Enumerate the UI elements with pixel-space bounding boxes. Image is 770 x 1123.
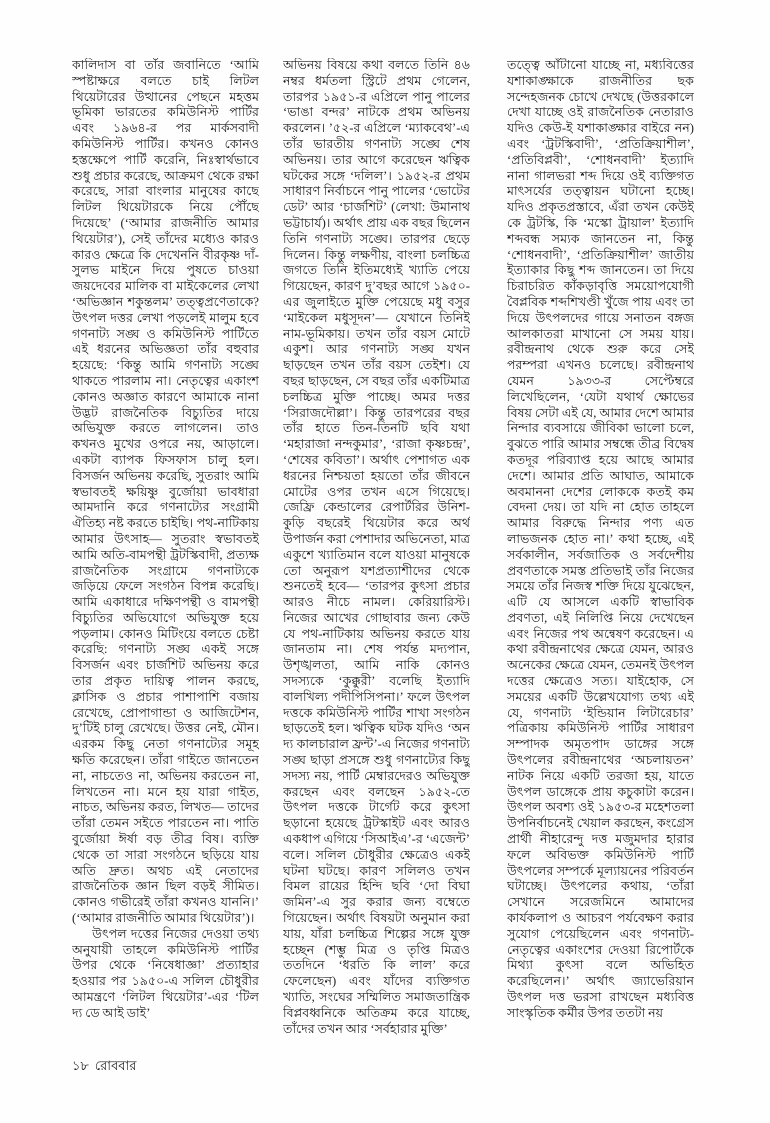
text-column-3 [507, 58, 694, 1052]
page-footer [72, 1058, 136, 1074]
page-number: ১৮ [72, 1058, 89, 1073]
article-body [72, 58, 694, 1052]
text-column-1 [72, 58, 259, 1052]
paragraph: অভিনয় বিষয়ে কথা বলতে তিনি ৪৬ নম্বর ধর্মতলা স্ট্রিটে প্রথম গেলেন, তারপর ১৯৫১-র এপ্রিলে পানু পালের ‘ভাঙা বন্দর’ নাটকে প্রথম অভিনয় করলেন। ’৫২-র এপ্রিলে ‘ম্যাকবেথ’-এ তাঁর ভারতীয় গণনাট্য সঙ্ঘে শেষ অভিনয়। তার আগে করেছেন ঋত্বিক ঘটকের সঙ্গে ‘দলিল’। ১৯৫২-র প্রথম সাধারণ নির্বাচনে পানু পালের ‘ভোটের ডেট’ আর ‘চার্জশিট’ (লেখা: উমানাথ ভট্টাচার্য)। অর্থাৎ প্রায় এক বছর ছিলেন তিনি গণনাট্য সঙ্ঘে। তারপর ছেড়ে দিলেন। কিন্তু লক্ষণীয়, বাংলা চলচ্চিত্র জগতে তিনি ইতিমধ্যেই খ্যাতি পেয়ে গিয়েছেন, কারণ দু’বছর আগে ১৯৫০-এর জুলাইতে মুক্তি পেয়েছে মধু বসুর ‘মাইকেল মধুসূদন’— যেখানে তিনিই নাম-ভূমিকায়। তখন তাঁর বয়স মোটে একুশ। আর গণনাট্য সঙ্ঘ যখন ছাড়ছেন তখন তাঁর বয়স তেইশ। যে বছর ছাড়ছেন, সে বছর তাঁর একটিমাত্র চলচ্চিত্র মুক্তি পাচ্ছে। অমর দত্তর ‘সিরাজদৌল্লা’। কিন্তু তারপরের বছর তাঁর হাতে তিন-তিনটি ছবি যথা ‘মহারাজা নন্দকুমার’, ‘রাজা কৃষ্ণচন্দ্র’, ‘শেষের কবিতা’। অর্থাৎ পেশাগত এক ধরনের নিশ্চয়তা হয়তো তাঁর জীবনে মোটের ওপর তখন এসে গিয়েছে। জেফ্রি কেন্ডালের রেপার্টরির উনিশ-কুড়ি বছরেই থিয়েটার করে অর্থ উপার্জন করা পেশাদার অভিনেতা, মাত্র একুশে খ্যাতিমান বলে যাওয়া মানুষকে তো অনুরূপ যশপ্রত্যাশীদের থেকে শুনতেই হবে— ‘তারপর কুৎসা প্রচার আরও নীচে নামল। কেরিয়ারিস্ট। নিজের আখের গোছাবার জন্য কেউ যে পথ-নাটিকায় অভিনয় করতে যায় জানতাম না। শেষ পর্যন্ত মদ্যপান, উশৃঙ্খলতা, আমি নাকি কোনও সদস্যকে ‘কুক্কুরী’ বলেছি ইত্যাদি বালখিল্য পদীপিসিপনা।’ ফলে উৎপল দত্তকে কমিউনিস্ট পার্টির শাখা সংগঠন ছাড়তেই হল। ঋত্বিক ঘটক যদিও ‘অন দ্য কালচারাল ফ্রন্ট’-এ নিজের গণনাট্য সঙ্ঘ ছাড়া প্রসঙ্গে শুধু গণনাট্যের কিছু সদস্য নয়, পার্টি মেম্বারদেরও অভিযুক্ত করছেন এবং বলছেন ১৯৫২-তে উৎপল দত্তকে টার্গেট করে কুৎসা ছড়ানো হয়েছে ট্রটস্কাইট এবং আরও একধাপ এগিয়ে ‘সিআইএ’-র ‘এজেন্ট’ বলে। সলিল চৌধুরীর ক্ষেত্রেও একই ঘটনা ঘটছে। কারণ সলিলও তখন বিমল রায়ের হিন্দি ছবি ‘দো বিঘা জমিন’-এ সুর করার জন্য বম্বেতে গিয়েছেন। অর্থাৎ বিষয়টা অনুমান করা যায়, যাঁরা চলচ্চিত্র শিল্পের সঙ্গে যুক্ত হচ্ছেন (শম্ভু মিত্র ও তৃপ্তি মিত্রও ততদিনে ‘ধরতি কি লাল’ করে ফেলেছেন) এবং যাঁদের ব্যক্তিগত খ্যাতি, সংঘের সম্মিলিত সমাজতান্ত্রিক বিপ্লবধ্বনিকে অতিক্রম করে যাচ্ছে, তাঁদের তখন আর ‘সর্বহারার মুক্তি’ [283, 58, 470, 1036]
magazine-title: রোববার [94, 1058, 137, 1073]
paragraph: কালিদাস বা তাঁর জবানিতে ‘আমি স্পষ্টাক্ষরে বলতে চাই লিটল থিয়েটারের উত্থানের পেছনে মহত্তম ভূমিকা ভারতের কমিউনিস্ট পার্টির এবং ১৯৬৪-র পর মার্কসবাদী কমিউনিস্ট পার্টির। কখনও কোনও হস্তক্ষেপে পার্টি করেনি, নিঃস্বার্থভাবে শুধু প্রচার করেছে, আক্রমণ থেকে রক্ষা করেছে, সারা বাংলার মানুষের কাছে লিটল থিয়েটারকে নিয়ে পৌঁছে দিয়েছে’ (‘আমার রাজনীতি আমার থিয়েটার’), সেই তাঁদের মধ্যেও কারও কারও ক্ষেত্রে কি দেখেননি বীরকৃষ্ণ দাঁ-সুলভ মাইনে দিয়ে পুষতে চাওয়া জয়দেবের মালিক বা মাইকেলের লেখা ‘অভিজ্ঞান শকুন্তলম’ তত্ত্বপ্রণেতাকে? উৎপল দত্তর লেখা পড়লেই মালুম হবে গণনাট্য সঙ্ঘ ও কমিউনিস্ট পার্টিতে এই ধরনের অভিজ্ঞতা তাঁর বহুবার হয়েছে: ‘কিন্তু আমি গণনাট্য সঙ্ঘে থাকতে পারলাম না। নেতৃত্বের একাংশ কোনও অজ্ঞাত কারণে আমাকে নানা উদ্ভট রাজনৈতিক বিচ্যুতির দায়ে অভিযুক্ত করতে লাগলেন। তাও কখনও মুখের ওপরে নয়, আড়ালে। একটা ব্যাপক ফিসফাস চালু হল। বিসর্জন অভিনয় করেছি, সুতরাং আমি স্বভাবতই ক্ষয়িষ্ণু বুর্জোয়া ভাবধারা আমদানি করে গণনাট্যের সংগ্রামী ঐতিহ্য নষ্ট করতে চাইছি। পথ-নাটিকায় আমার উৎসাহ— সুতরাং স্বভাবতই আমি অতি-বামপন্থী ট্রটস্কিবাদী, প্রত্যক্ষ রাজনৈতিক সংগ্রামে গণনাট্যকে জড়িয়ে ফেলে সংগঠন বিপন্ন করেছি। আমি একাধারে দক্ষিণপন্থী ও বামপন্থী বিচ্যুতির অভিযোগে অভিযুক্ত হয়ে পড়লাম। কোনও মিটিংয়ে বলতে চেষ্টা করেছি: গণনাট্য সঙ্ঘ একই সঙ্গে বিসর্জন এবং চার্জশিট অভিনয় করে তার প্রকৃত দায়িত্ব পালন করছে, ক্লাসিক ও প্রচার পাশাপাশি বজায় রেখেছে, প্রোপাগান্ডা ও আজিটেশন, দু’টিই চালু রেখেছে। উত্তর নেই, মৌন। এরকম কিছু নেতা গণনাট্যের সমূহ ক্ষতি করেছেন। তাঁরা গাইতে জানতেন না, নাচতেও না, অভিনয় করতেন না, লিখতেন না। মনে হয় যারা গাইত, নাচত, অভিনয় করত, লিখত— তাদের তাঁরা তেমন সইতে পারতেন না। পাতি বুর্জোয়া ঈর্ষা বড় তীব্র বিষ। ব্যক্তি থেকে তা সারা সংগঠনে ছড়িয়ে যায় অতি দ্রুত। অথচ এই নেতাদের রাজনৈতিক জ্ঞান ছিল বড়ই সীমিত। কোনও গভীরেই তাঁরা কখনও যাননি।’ (‘আমার রাজনীতি আমার থিয়েটার’)। [72, 58, 259, 926]
paragraph: উৎপল দত্তের নিজের দেওয়া তথ্য অনুযায়ী তাহলে কমিউনিস্ট পার্টির উপর থেকে ‘নিষেধাজ্ঞা’ প্রত্যাহার হওয়ার পর ১৯৫০-এ সলিল চৌধুরীর আমন্ত্রণে ‘লিটল থিয়েটার’-এর ‘টিল দ্য ডে আই ডাই’ [72, 926, 259, 1020]
text-column-2 [283, 58, 470, 1052]
paragraph: তত্ত্বে আঁটানো যাচ্ছে না, মধ্যবিত্তের যশাকাঙ্ক্ষাকে রাজনীতির ছক সন্দেহজনক চোখে দেখছে (উত্তরকালে দেখা যাচ্ছে ওই রাজনৈতিক নেতারাও যদিও কেউ-ই যশাকাঙ্ক্ষার বাইরে নন) এবং ‘ট্রটস্কিবাদী’, ‘প্রতিক্রিয়াশীল’, ‘প্রতিবিপ্লবী’, ‘শোধনবাদী’ ইত্যাদি নানা গালভরা শব্দ দিয়ে ওই ব্যক্তিগত মাৎসর্যের তত্ত্বায়ন ঘটানো হচ্ছে। যদিও প্রকৃতপ্রস্তাবে, এঁরা তখন কেউই কে ট্রটস্কি, কি ‘মস্কো ট্রায়াল’ ইত্যাদি শব্দবন্ধ সম্যক জানতেন না, কিন্তু ‘শোধনবাদী’, ‘প্রতিক্রিয়াশীল’ জাতীয় ইত্যাকার কিছু শব্দ জানতেন। তা দিয়ে চিরাচরিত কাঁকড়াবৃত্তি সময়োপযোগী বৈপ্লবিক শব্দশিখণ্ডী খুঁজে পায় এবং তা দিয়ে উৎপলদের গায়ে সনাতন বঙ্গজ আলকাতরা মাখানো সে সময় যায়। রবীন্দ্রনাথ থেকে শুরু করে সেই পরম্পরা এখনও চলেছে। রবীন্দ্রনাথ যেমন ১৯৩৩-র সেপ্টেম্বরে লিখেছিলেন, ‘যেটা যথার্থ ক্ষোভের বিষয় সেটা এই যে, আমার দেশে আমার নিন্দার ব্যবসায়ে জীবিকা ভালো চলে, বুঝতে পারি আমার সম্বন্ধে তীব্র বিদ্বেষ কতদূর পরিব্যাপ্ত হয়ে আছে আমার দেশে। আমার প্রতি আঘাত, আমাকে অবমাননা দেশের লোককে কতই কম বেদনা দেয়। তা যদি না হোত তাহলে আমার বিরুদ্ধে নিন্দার পণ্য এত লাভজনক হোত না।’ কথা হচ্ছে, এই সর্বকালীন, সর্বজাতিক ও সর্বদেশীয় প্রবণতাকে সমস্ত প্রতিভাই তাঁর নিজের সময়ে তাঁর নিজস্ব শক্তি দিয়ে যুঝেছেন, এটি যে আসলে একটি স্বাভাবিক প্রবণতা, এই নিলিপ্তি নিয়ে দেখেছেন এবং নিজের পথ অন্বেষণ করেছেন। এ কথা রবীন্দ্রনাথের ক্ষেত্রে যেমন, আরও অনেকের ক্ষেত্রে যেমন, তেমনই উৎপল দত্তের ক্ষেত্রেও সত্য। যাইহোক, সে সময়ের একটি উল্লেখযোগ্য তথ্য এই যে, গণনাট্য ‘ইন্ডিয়ান লিটারেচার’ পত্রিকায় কমিউনিস্ট পার্টির সাধারণ সম্পাদক অমৃতপাদ ডাঙ্গের সঙ্গে উৎপলের রবীন্দ্রনাথের ‘অচলায়তন’ নাটক নিয়ে একটি তরজা হয়, যাতে উৎপল ডাঙ্গেকে প্রায় কচুকাটা করেন। উৎপল অবশ্য ওই ১৯৫৩-র মহেশতলা উপনির্বাচনেই খেয়াল করছেন, কংগ্রেস প্রার্থী নীহারেন্দু দত্ত মজুমদার হারার ফলে অবিভক্ত কমিউনিস্ট পার্টি উৎপলের সম্পর্কে মূল্যায়নের পরিবর্তন ঘটাচ্ছে। উৎপলের কথায়, ‘তাঁরা সেখানে সরেজমিনে আমাদের কার্যকলাপ ও আচরণ পর্যবেক্ষণ করার সুযোগ পেয়েছিলেন এবং গণনাট্য-নেতৃত্বের একাংশের দেওয়া রিপোর্টকে মিথ্যা কুৎসা বলে অভিহিত করেছিলেন।’ অর্থাৎ জ্যাভেরিয়ান উৎপল দত্ত ভরসা রাখছেন মধ্যবিত্ত সাংস্কৃতিক কর্মীর উপর ততটা নয় [507, 58, 694, 1020]
